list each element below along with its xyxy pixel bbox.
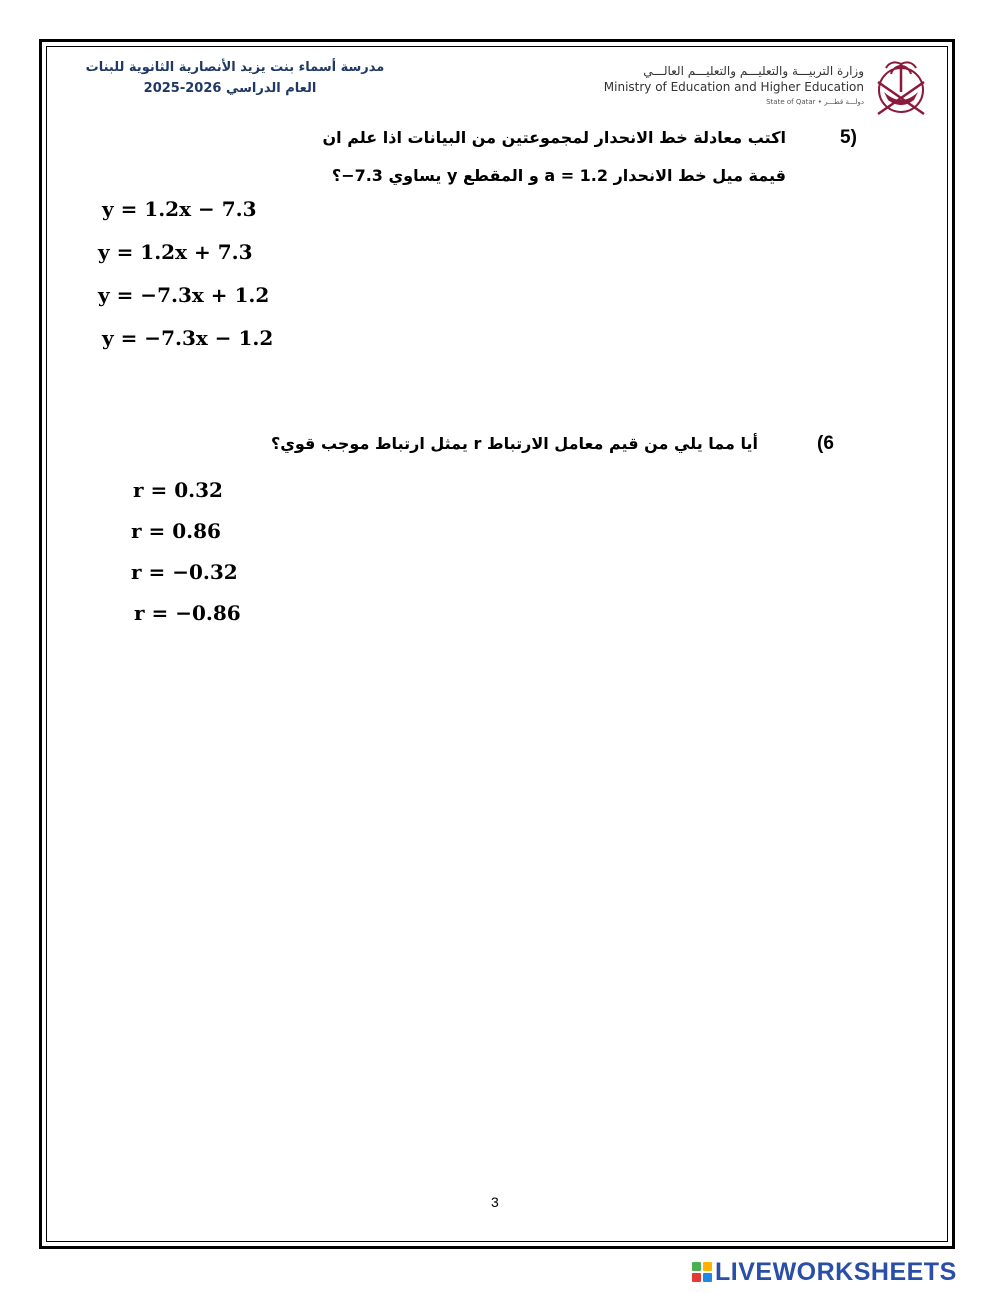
- question-5-text-line2: قيمة ميل خط الانحدار a = 1.2 و المقطع y يساوي 7.3−؟: [331, 166, 786, 185]
- question-6-option-2[interactable]: r = 0.86: [131, 519, 221, 543]
- question-6-option-1[interactable]: r = 0.32: [133, 478, 223, 502]
- question-5-text-line1: اكتب معادلة خط الانحدار لمجموعتين من البيانات اذا علم ان: [322, 128, 786, 147]
- question-5-option-3[interactable]: y = −7.3x + 1.2: [98, 283, 270, 307]
- school-name: مدرسة أسماء بنت يزيد الأنصارية الثانوية للبنات: [85, 60, 385, 75]
- ministry-state-label: State of Qatar • دولـــة قطـــر: [766, 98, 864, 106]
- academic-year: العام الدراسي 2026-2025: [143, 81, 317, 96]
- qatar-emblem-icon: [870, 52, 932, 122]
- question-6-number: (6: [817, 433, 834, 454]
- liveworksheets-brand-text: LIVEWORKSHEETS: [715, 1257, 957, 1286]
- question-5-option-2[interactable]: y = 1.2x + 7.3: [98, 240, 253, 264]
- ministry-name-english: Ministry of Education and Higher Education: [603, 80, 864, 94]
- question-5-option-4[interactable]: y = −7.3x − 1.2: [102, 326, 274, 350]
- ministry-name-arabic: وزارة التربيـــة والتعليـــم والتعليـــم العالـــي: [643, 64, 864, 78]
- question-5-option-1[interactable]: y = 1.2x − 7.3: [102, 197, 257, 221]
- question-6-option-3[interactable]: r = −0.32: [131, 560, 238, 584]
- question-6-option-4[interactable]: r = −0.86: [134, 601, 241, 625]
- page-number: 3: [491, 1194, 499, 1210]
- page-border-inner: [46, 46, 948, 1242]
- liveworksheets-brand[interactable]: [692, 1257, 957, 1287]
- liveworksheets-logo-icon: [692, 1262, 712, 1282]
- question-6-text: أيا مما يلي من قيم معامل الارتباط r يمثل ارتباط موجب قوي؟: [270, 434, 758, 453]
- question-5-number: 5): [840, 127, 857, 148]
